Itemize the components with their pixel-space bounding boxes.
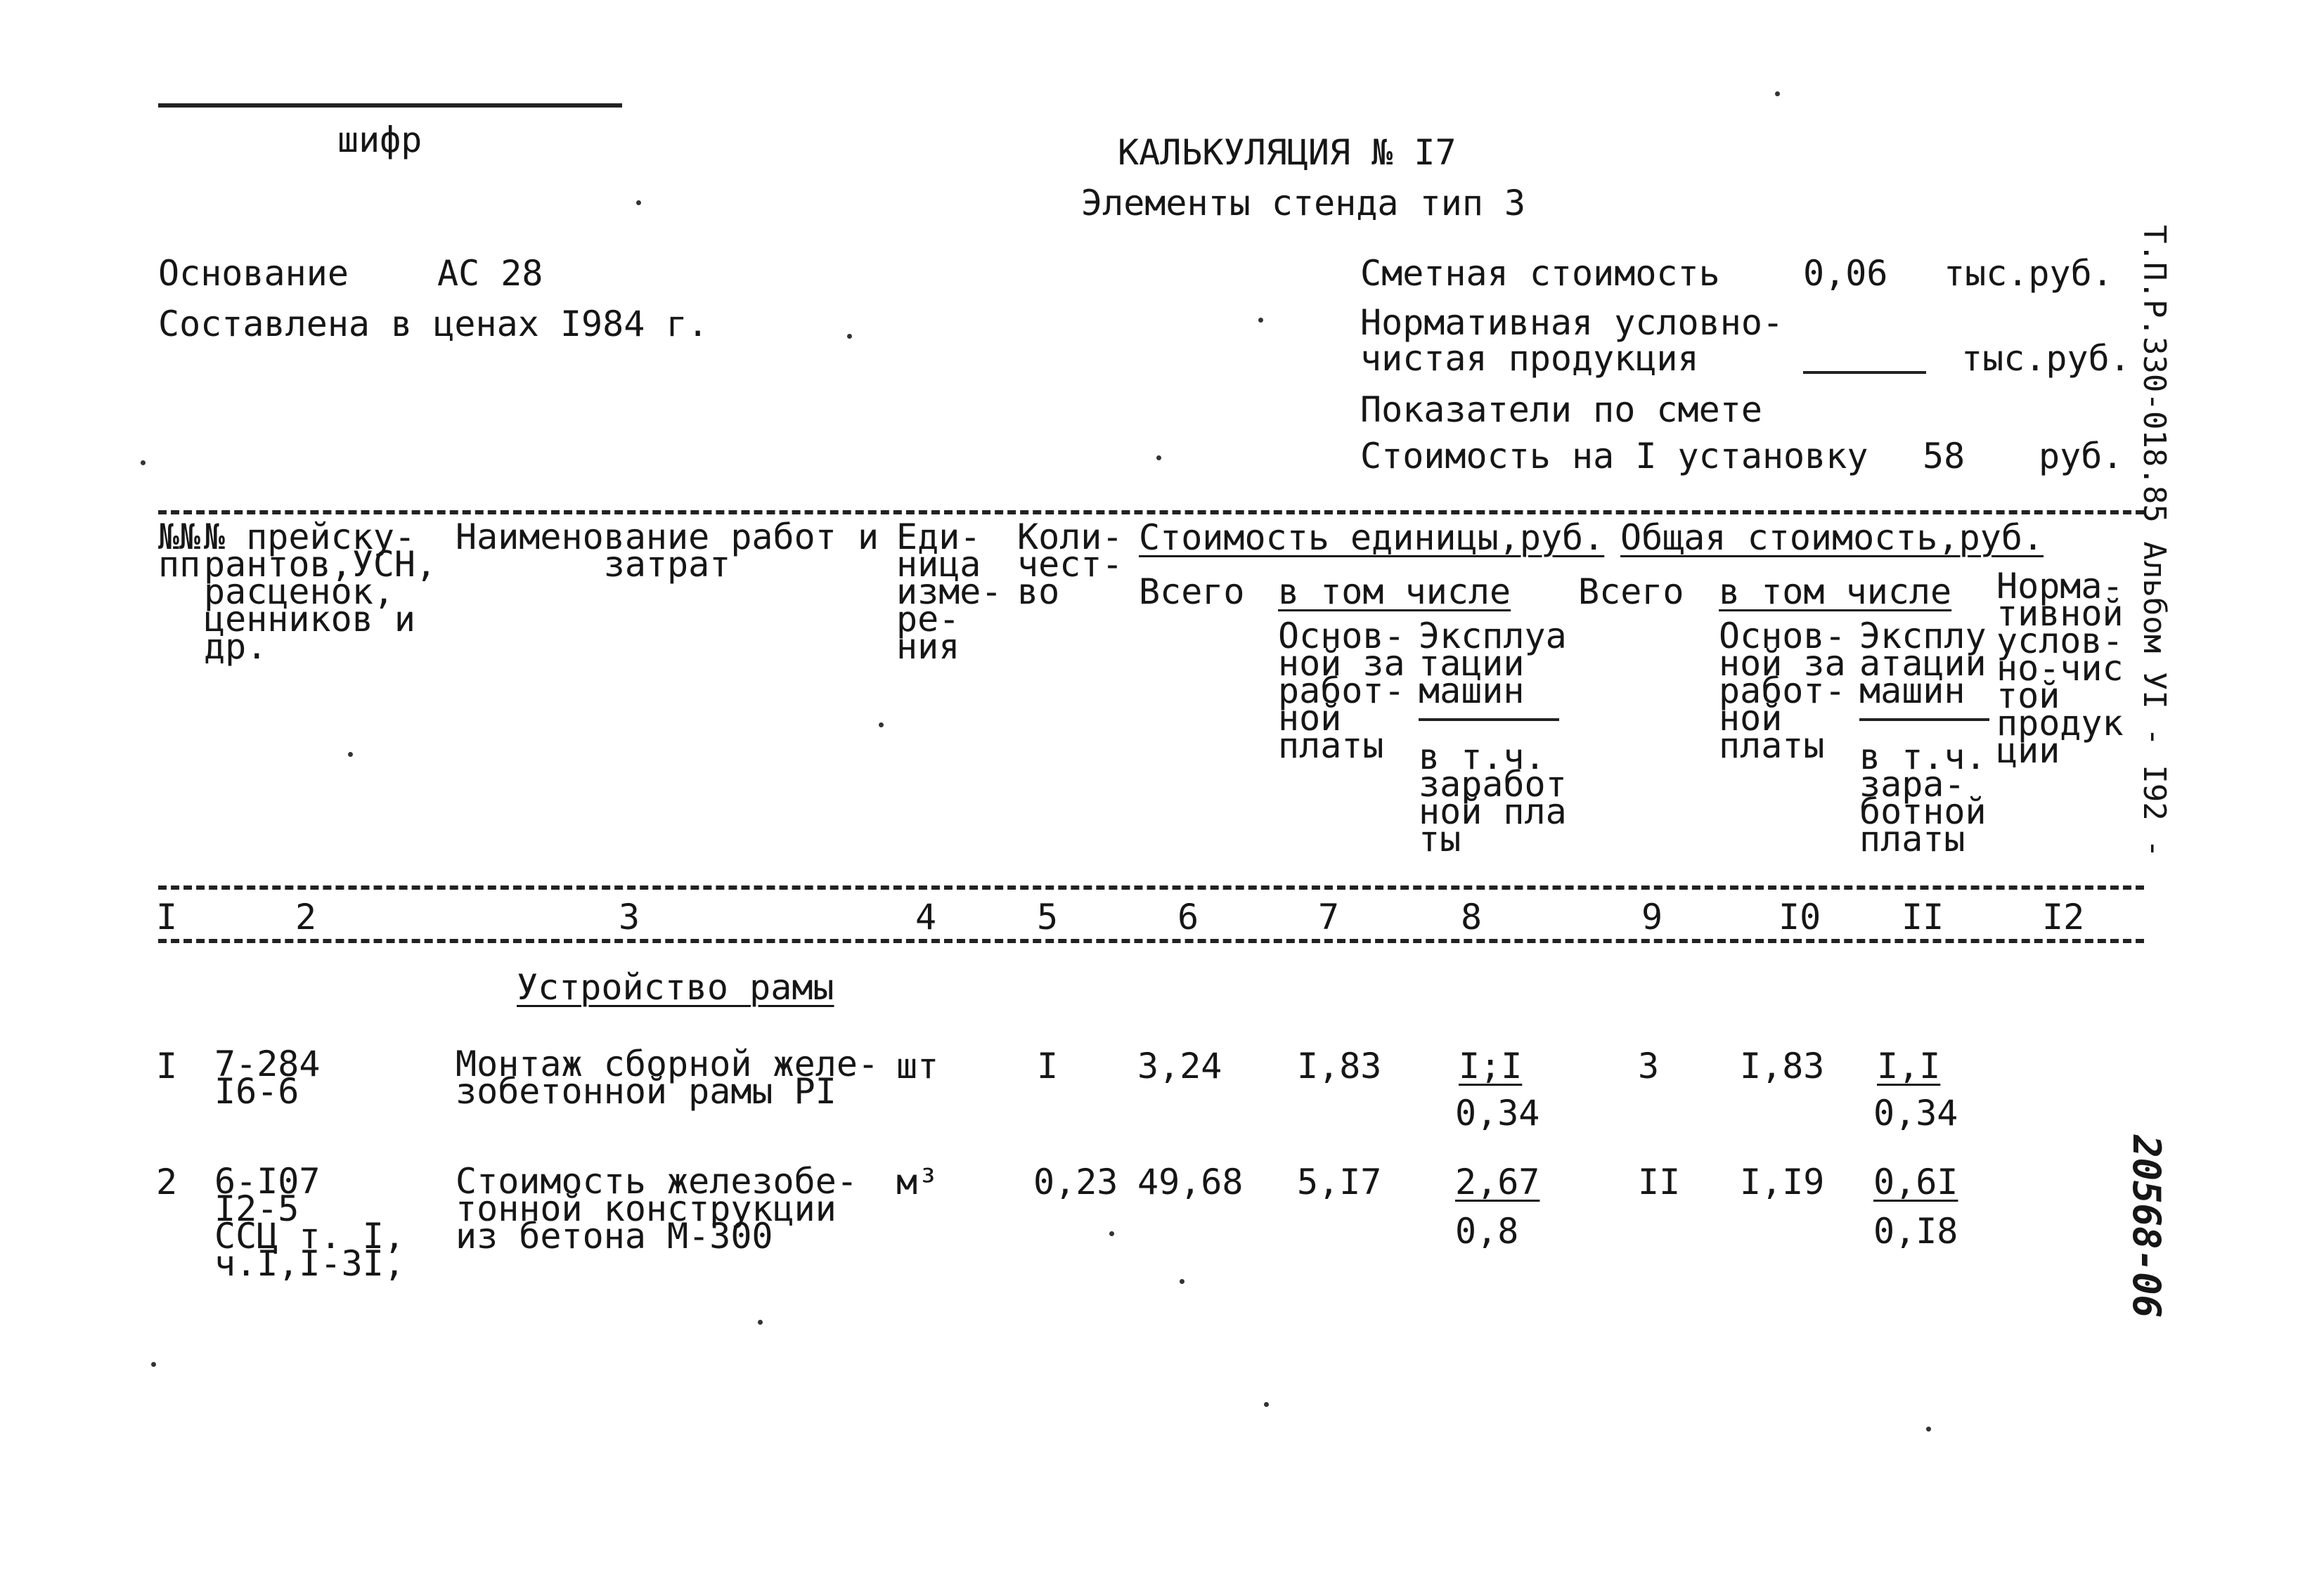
header-unit-total: Всего xyxy=(1139,571,1245,612)
header-total-cost-group: Общая стоимость,руб. xyxy=(1620,517,2044,558)
column-number: 4 xyxy=(915,897,937,937)
row-code: 7-284 I6-6 xyxy=(214,1044,321,1112)
row-number: 2 xyxy=(156,1162,178,1202)
header-quantity: Коли- чест- во xyxy=(1017,517,1123,612)
npp-blank xyxy=(1803,371,1926,374)
column-number: 8 xyxy=(1461,897,1483,937)
row-total-machines: 0,6I xyxy=(1873,1162,1958,1202)
row-code: 6-I07 I2-5 ССЦ т. I, ч.I,I-3I, xyxy=(214,1161,405,1284)
header-total-machines-rule xyxy=(1859,718,1989,721)
basis-label: Основание xyxy=(158,253,349,294)
row-unit: м³ xyxy=(896,1162,939,1202)
npp-unit: тыс.руб. xyxy=(1961,338,2131,379)
album-reference: Т.П.Р.330-018.85 Альбом УI - I92 - xyxy=(2136,225,2172,858)
column-number: I2 xyxy=(2042,897,2085,937)
cost-per-install-label: Стоимость на I установку xyxy=(1360,436,1868,476)
header-unit-machines: Эксплуа тации машин xyxy=(1419,616,1567,711)
header-normative-product: Норма- тивной услов- но-чис той продук ции xyxy=(1996,566,2124,771)
header-total-machines: Эксплу атации машин xyxy=(1859,616,1987,711)
row-name: Стоимость железобе- тонной конструкции из бетона М-300 xyxy=(456,1161,858,1257)
header-unit-including: в том числе xyxy=(1278,571,1511,612)
row-quantity: 0,23 xyxy=(1033,1162,1118,1202)
column-number: 2 xyxy=(295,897,317,937)
indicators-label: Показатели по смете xyxy=(1360,389,1762,430)
row-number: I xyxy=(156,1046,178,1086)
row-total-machines-wage: 0,I8 xyxy=(1873,1211,1958,1252)
column-number: 6 xyxy=(1177,897,1199,937)
document-title: КАЛЬКУЛЯЦИЯ № I7 xyxy=(1118,132,1457,173)
row-unit-wage: 5,I7 xyxy=(1297,1162,1382,1202)
header-unit-machines-wage: в т.ч. заработ ной пла ты xyxy=(1419,736,1567,859)
column-number: II xyxy=(1902,897,1944,937)
row-total-machines: I,I xyxy=(1877,1046,1941,1086)
column-number: 7 xyxy=(1318,897,1340,937)
column-number: 3 xyxy=(619,897,640,937)
npp-line1: Нормативная условно- xyxy=(1360,302,1784,343)
scan-speck xyxy=(1926,1427,1931,1432)
npp-line2: чистая продукция xyxy=(1360,338,1699,379)
numbers-top-rule xyxy=(158,885,2144,890)
table-top-rule xyxy=(158,510,2144,514)
scan-speck xyxy=(1109,1231,1114,1236)
header-unit-wage: Основ- ной за работ- ной платы xyxy=(1278,616,1405,766)
header-total-wage: Основ- ной за работ- ной платы xyxy=(1719,616,1846,766)
row-total-machines-wage: 0,34 xyxy=(1873,1093,1958,1134)
row-unit-machines-wage: 0,34 xyxy=(1455,1093,1540,1134)
column-number: I0 xyxy=(1778,897,1821,937)
top-rule xyxy=(158,103,622,108)
estimate-cost-value: 0,06 xyxy=(1803,253,1888,294)
scan-speck xyxy=(141,460,146,465)
estimate-cost-label: Сметная стоимость xyxy=(1360,253,1720,294)
scan-speck xyxy=(1264,1402,1269,1407)
column-number: 5 xyxy=(1037,897,1059,937)
row-unit-wage: I,83 xyxy=(1297,1046,1382,1086)
row-unit-machines: I;I xyxy=(1459,1046,1523,1086)
row-unit-total: 49,68 xyxy=(1137,1162,1244,1202)
document-subtitle: Элементы стенда тип 3 xyxy=(1081,183,1526,223)
column-number: 9 xyxy=(1641,897,1663,937)
scan-speck xyxy=(636,200,641,205)
scan-speck xyxy=(1775,91,1780,96)
row-total: II xyxy=(1638,1162,1681,1202)
prices-line: Составлена в ценах I984 г. xyxy=(158,304,709,344)
header-row-num: №№ пп xyxy=(158,517,201,585)
header-work-name: Наименование работ и затрат xyxy=(456,517,879,585)
section-title: Устройство рамы xyxy=(517,967,834,1008)
scan-speck xyxy=(1180,1279,1184,1284)
column-number: I xyxy=(156,897,178,937)
cipher-label: шифр xyxy=(337,119,422,160)
header-total-machines-wage: в т.ч. зара- ботной платы xyxy=(1859,736,1987,859)
scan-speck xyxy=(758,1320,763,1325)
header-unit-machines-rule xyxy=(1419,718,1559,721)
stamp-number: 20568-06 xyxy=(2124,1135,2169,1318)
row-total-wage: I,I9 xyxy=(1740,1162,1825,1202)
cost-per-install-unit: руб. xyxy=(2039,436,2124,476)
scan-speck xyxy=(847,334,852,339)
row-quantity: I xyxy=(1037,1046,1059,1086)
row-unit: шт xyxy=(896,1046,939,1086)
scan-speck xyxy=(151,1362,156,1367)
header-total-total: Всего xyxy=(1578,571,1684,612)
scan-speck xyxy=(879,722,884,727)
cost-per-install-value: 58 xyxy=(1923,436,1965,476)
header-unit: Еди- ница изме- ре- ния xyxy=(896,517,1002,667)
numbers-bottom-rule xyxy=(158,939,2144,943)
row-unit-total: 3,24 xyxy=(1137,1046,1222,1086)
row-total: 3 xyxy=(1638,1046,1660,1086)
basis-value: АС 28 xyxy=(437,253,543,294)
estimate-cost-unit: тыс.руб. xyxy=(1944,253,2113,294)
scan-speck xyxy=(348,752,353,757)
header-pricelist: № прейску- рантов,УСН, расценок, ценников и др. xyxy=(204,517,437,667)
row-unit-machines-wage: 0,8 xyxy=(1455,1211,1519,1252)
row-unit-machines: 2,67 xyxy=(1455,1162,1540,1202)
row-total-wage: I,83 xyxy=(1740,1046,1825,1086)
row-name: Монтаж сборной желе- зобетонной рамы PI xyxy=(456,1044,879,1112)
header-unit-cost-group: Стоимость единицы,руб. xyxy=(1139,517,1605,558)
header-total-including: в том числе xyxy=(1719,571,1952,612)
scan-speck xyxy=(1156,455,1161,460)
scan-speck xyxy=(1258,318,1263,323)
